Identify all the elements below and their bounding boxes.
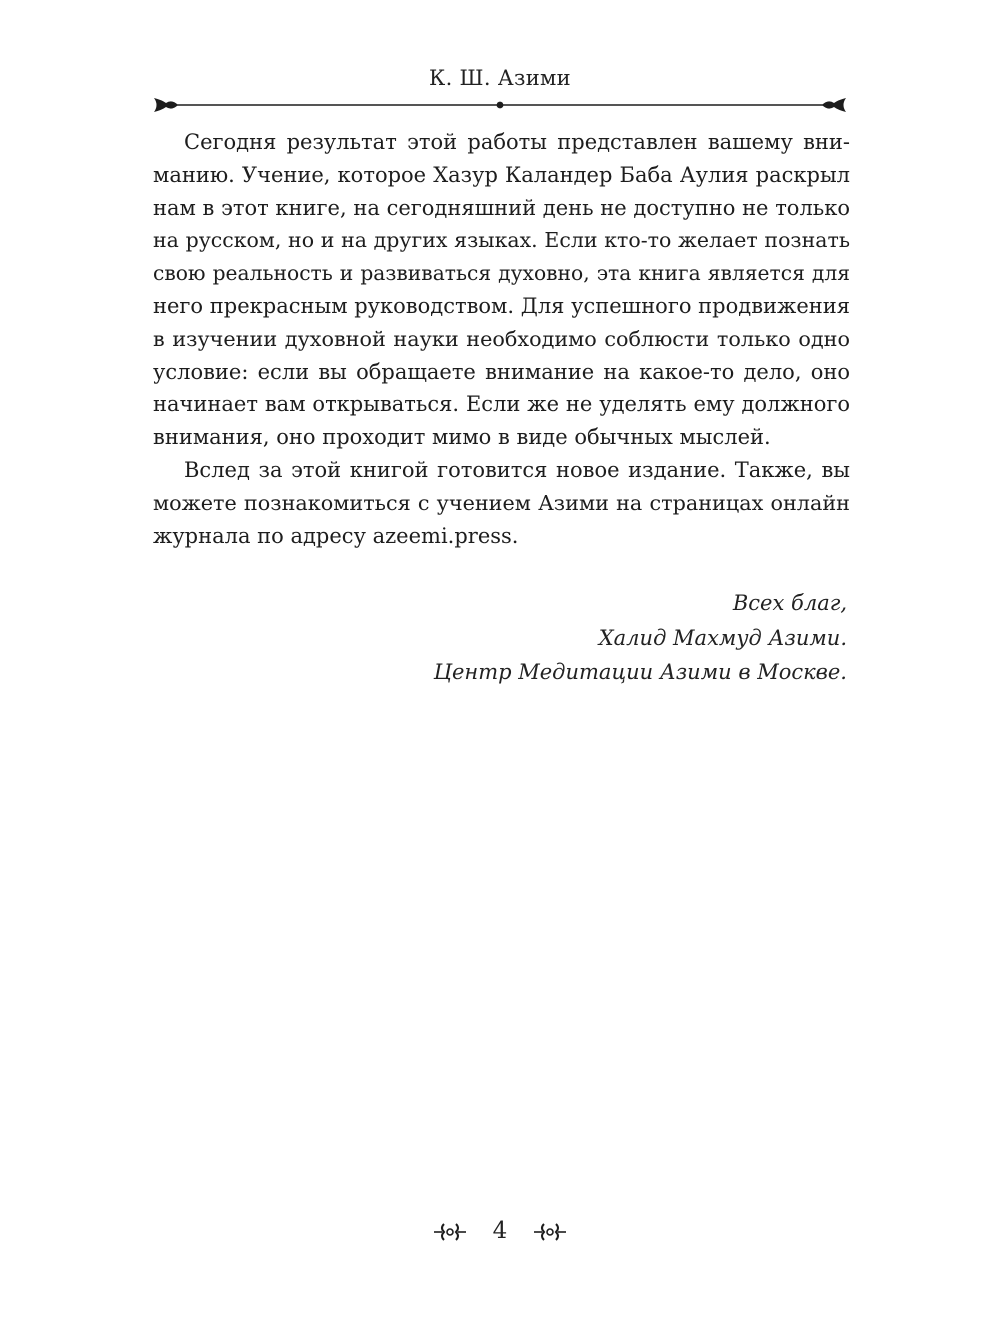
paragraph-1: [153, 126, 850, 454]
page-folio: [400, 1212, 600, 1252]
text-line: на русском, но и на других языках. Если кто-то желает познать: [153, 228, 850, 253]
text-line: свою реальность и развиваться духовно, эта книга является для: [153, 261, 850, 286]
text-line: нам в этот книге, на сегодняшний день не доступно не только: [153, 195, 850, 220]
left-fleuron-icon: [154, 98, 178, 112]
text-line: можете познакомиться с учением Азими на страницах онлайн: [153, 490, 850, 515]
header-ornament-rule: [150, 93, 850, 117]
text-line: начинает вам открываться. Если же не уделять ему должного: [153, 392, 850, 417]
right-fleuron-icon: [822, 98, 846, 112]
main-text: [153, 126, 850, 552]
running-title: К. Ш. Азими: [429, 66, 571, 90]
page-number: 4: [492, 1218, 508, 1244]
text-line: Сегодня результат этой работы представлен вашему вни-: [184, 130, 850, 154]
text-line: условие: если вы обращаете внимание на какое-то дело, оно: [153, 359, 850, 384]
folio-right-ornament-icon: [532, 1220, 568, 1244]
text-line: в изучении духовной науки необходимо соблюсти только одно: [153, 326, 850, 351]
text-line: манию. Учение, которое Хазур Каландер Баба Аулия раскрыл: [153, 162, 850, 187]
text-line: журнала по адресу azeemi.press.: [153, 523, 519, 548]
signature-author: Халид Махмуд Азими.: [598, 625, 847, 650]
text-line: него прекрасным руководством. Для успешного продвижения: [153, 293, 850, 318]
text-line: внимания, оно проходит мимо в виде обычных мыслей.: [153, 425, 771, 450]
signature-greeting: Всех благ,: [732, 591, 847, 615]
signature-organization: Центр Медитации Азими в Москве.: [433, 660, 847, 684]
text-line: Вслед за этой книгой готовится новое издание. Также, вы: [184, 457, 850, 482]
paragraph-2: [153, 454, 850, 552]
signature-block: [247, 586, 847, 690]
